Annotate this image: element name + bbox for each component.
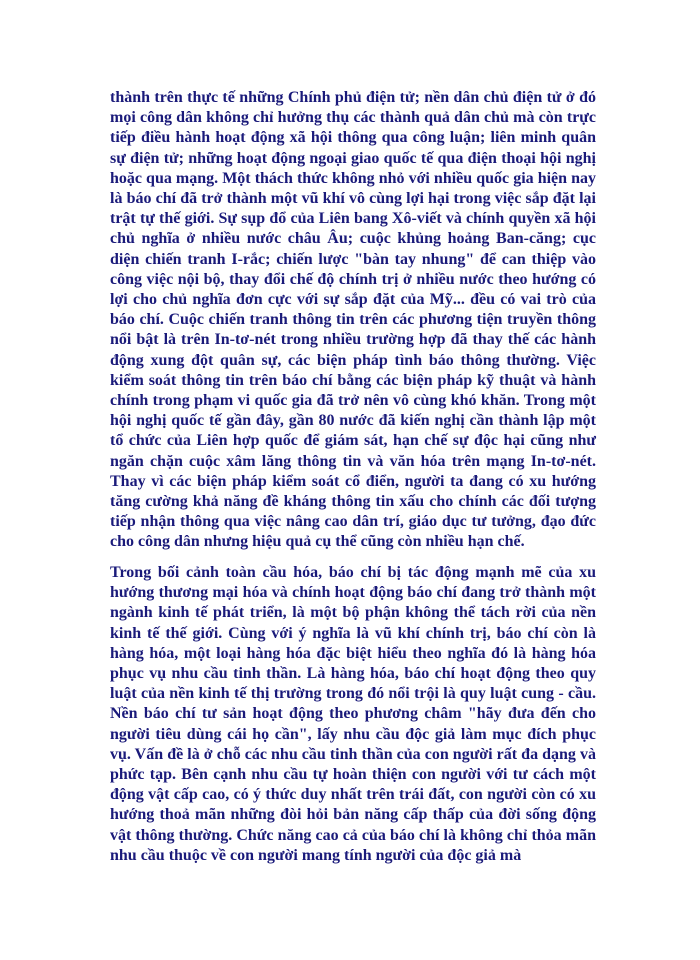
body-paragraph-1: thành trên thực tế những Chính phủ điện tử; nền dân chủ điện tử ở đó mọi công dân không chỉ hưởng thụ các thành quả dân chủ mà còn trực tiếp điều hành hoạt động xã hội thông qua công luận; liên minh quân sự điện tử; những hoạt động ngoại giao quốc tế qua điện thoại hội nghị hoặc qua mạng. Một thách thức không nhỏ với nhiều quốc gia hiện nay là báo chí đã trở thành một vũ khí vô cùng lợi hại trong việc sắp đặt lại trật tự thế giới. Sự sụp đổ của Liên bang Xô-viết và chính quyền xã hội chủ nghĩa ở nhiều nước châu Âu; cuộc khủng hoảng Ban-căng; cục diện chiến tranh I-rắc; chiến lược "bàn tay nhung" để can thiệp vào công việc nội bộ, thay đổi chế độ chính trị ở nhiều nước theo hướng có lợi cho chủ nghĩa đơn cực với sự sắp đặt của Mỹ... đều có vai trò của báo chí. Cuộc chiến tranh thông tin trên các phương tiện truyền thông nổi bật là trên In-tơ-nét trong nhiều trường hợp đã thay thế các hành động xung đột quân sự, các biện pháp tình báo thông thường. Việc kiểm soát thông tin trên báo chí bằng các biện pháp kỹ thuật và hành chính trong phạm vi quốc gia đã trở nên vô cùng khó khăn. Trong một hội nghị quốc tế gần đây, gần 80 nước đã kiến nghị cần thành lập một tổ chức của Liên hợp quốc để giám sát, hạn chế sự độc hại cũng như ngăn chặn cuộc xâm lăng thông tin và văn hóa trên mạng In-tơ-nét. Thay vì các biện pháp kiểm soát cổ điển, người ta đang có xu hướng tăng cường khả năng đề kháng thông tin xấu cho chính các đối tượng tiếp nhận thông qua việc nâng cao dân trí, giáo dục tư tưởng, đạo đức cho công dân nhưng hiệu quả cụ thể cũng còn nhiều hạn chế. [110,89,596,551]
body-paragraph-2: Trong bối cảnh toàn cầu hóa, báo chí bị tác động mạnh mẽ của xu hướng thương mại hóa và chính hoạt động báo chí đang trở thành một ngành kinh tế phát triển, là một bộ phận không thể tách rời của nền kinh tế thế giới. Cùng với ý nghĩa là vũ khí chính trị, báo chí còn là hàng hóa, một loại hàng hóa đặc biệt hiểu theo nghĩa đó là hàng hóa phục vụ nhu cầu tinh thần. Là hàng hóa, báo chí hoạt động theo quy luật của nền kinh tế thị trường trong đó nổi trội là quy luật cung - cầu. Nền báo chí tư sản hoạt động theo phương châm "hãy đưa đến cho người tiêu dùng cái họ cần", lấy nhu cầu độc giả làm mục đích phục vụ. Vấn đề là ở chỗ các nhu cầu tinh thần của con người rất đa dạng và phức tạp. Bên cạnh nhu cầu tự hoàn thiện con người với tư cách một động vật cấp cao, có ý thức duy nhất trên trái đất, con người còn có xu hướng thoả mãn những đòi hỏi bản năng cấp thấp của đời sống động vật thông thường. Chức năng cao cả của báo chí là không chỉ thỏa mãn nhu cầu thuộc về con người mang tính người của độc giả mà [110,564,596,864]
